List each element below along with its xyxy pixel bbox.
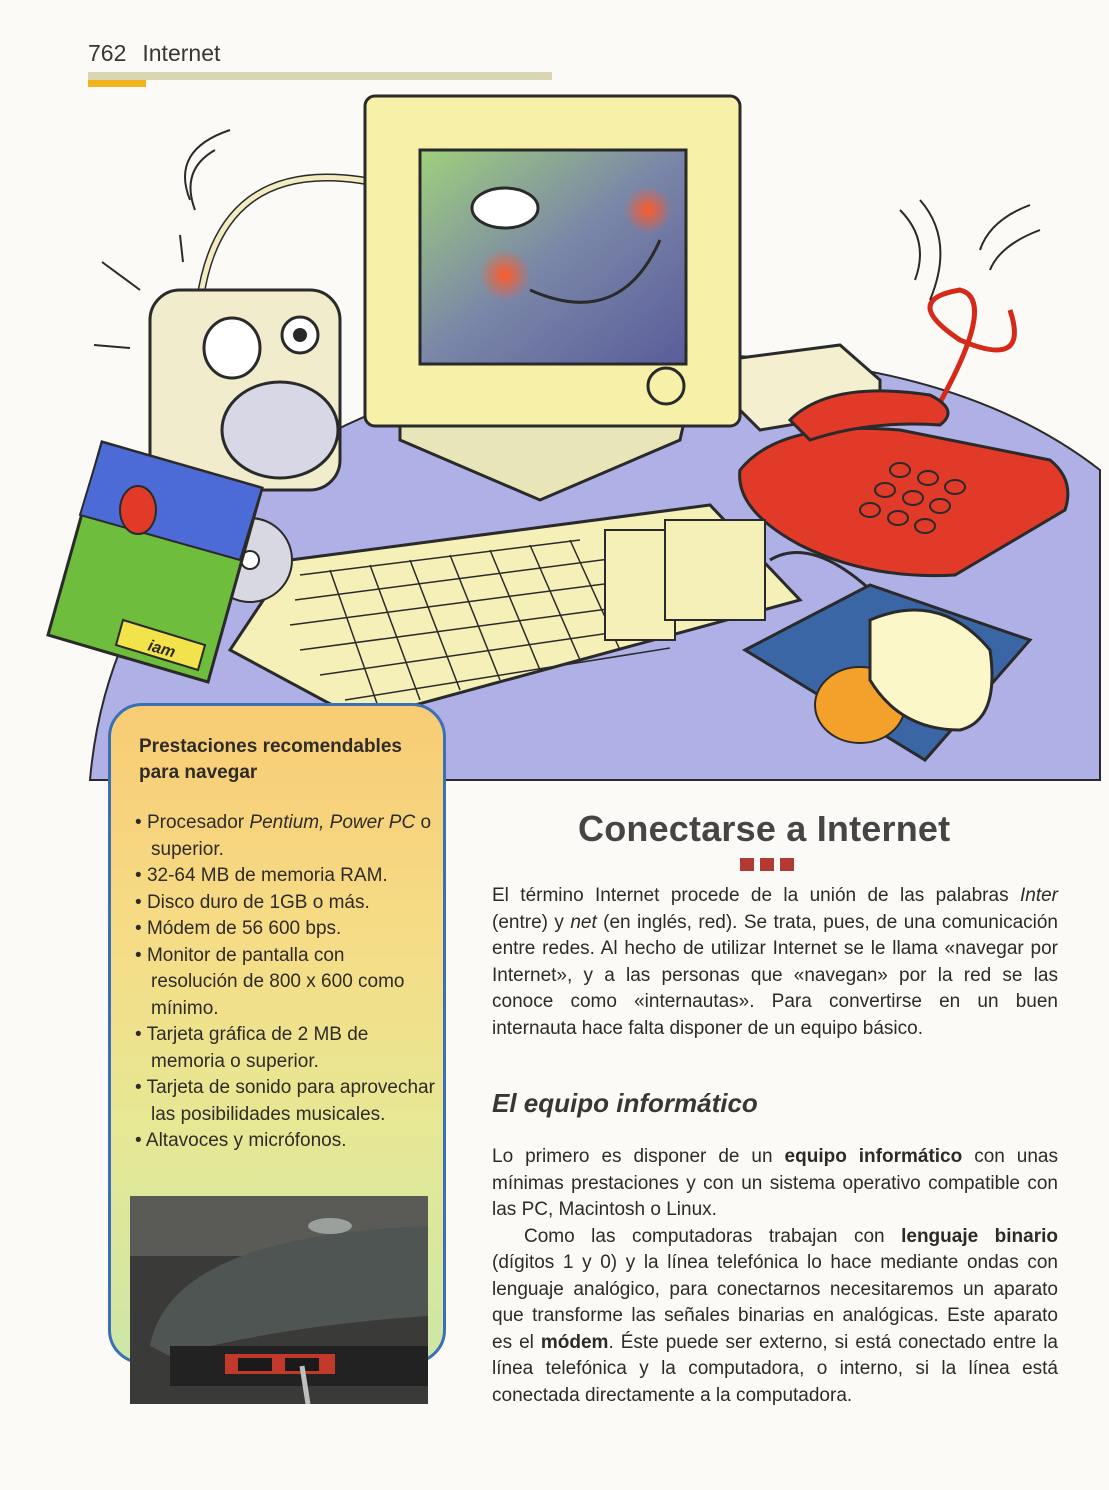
running-header	[88, 40, 220, 67]
section-body	[492, 1144, 1058, 1409]
page-title: Conectarse a Internet	[578, 808, 951, 849]
list-item: • Procesador Pentium, Power PC o superior.	[135, 810, 435, 863]
intro-paragraph: El término Internet procede de la unión de las palabras Inter (entre) y net (en inglés, red). Se trata, pues, de una comunicación entre redes. Al hecho de utilizar Internet se le llama «navegar por Internet», y a las personas que «navegan» por la red se las conoce como «internautas». Para convertirse en un buen internauta hace falta disponer de un equipo básico.	[492, 885, 1058, 1039]
cd-label: iam	[145, 637, 178, 662]
header-rule-accent	[88, 80, 146, 87]
title-ornament	[740, 858, 794, 871]
list-item: • Altavoces y micrófonos.	[135, 1128, 435, 1155]
list-item: • Tarjeta de sonido para aprovechar las posibilidades musicales.	[135, 1075, 435, 1128]
header-rule	[88, 72, 552, 80]
paragraph: Como las computadoras trabajan con lenguaje binario (dígitos 1 y 0) y la línea telefónica lo hace mediante ondas con lenguaje analógico, para conectarnos necesitaremos un aparato que transforme las señales binarias en analógicas. Este aparato es el módem. Éste puede ser externo, si está conectado entre la línea telefónica y la computadora, o interno, si la línea está conectada directamente a la computadora.	[492, 1225, 1058, 1406]
speaker	[150, 290, 340, 490]
list-item: • Tarjeta gráfica de 2 MB de memoria o superior.	[135, 1022, 435, 1075]
list-item: • Disco duro de 1GB o más.	[135, 890, 435, 917]
page-number: 762	[88, 40, 127, 66]
paragraph: Lo primero es disponer de un equipo informático con unas mínimas prestaciones y con un sistema operativo compatible con las PC, Macintosh o Linux.	[492, 1146, 1058, 1220]
section-heading: El equipo informático	[492, 1088, 758, 1118]
list-item: • 32-64 MB de memoria RAM.	[135, 863, 435, 890]
laptop-modem-photo	[130, 1196, 428, 1404]
list-item: • Monitor de pantalla con resolución de 800 x 600 como mínimo.	[135, 943, 435, 1023]
requirements-list	[135, 810, 435, 1155]
list-item: • Módem de 56 600 bps.	[135, 916, 435, 943]
requirements-title: Prestaciones recomendables para navegar	[139, 736, 402, 783]
computer-illustration	[0, 90, 1109, 790]
section-name: Internet	[142, 40, 221, 66]
